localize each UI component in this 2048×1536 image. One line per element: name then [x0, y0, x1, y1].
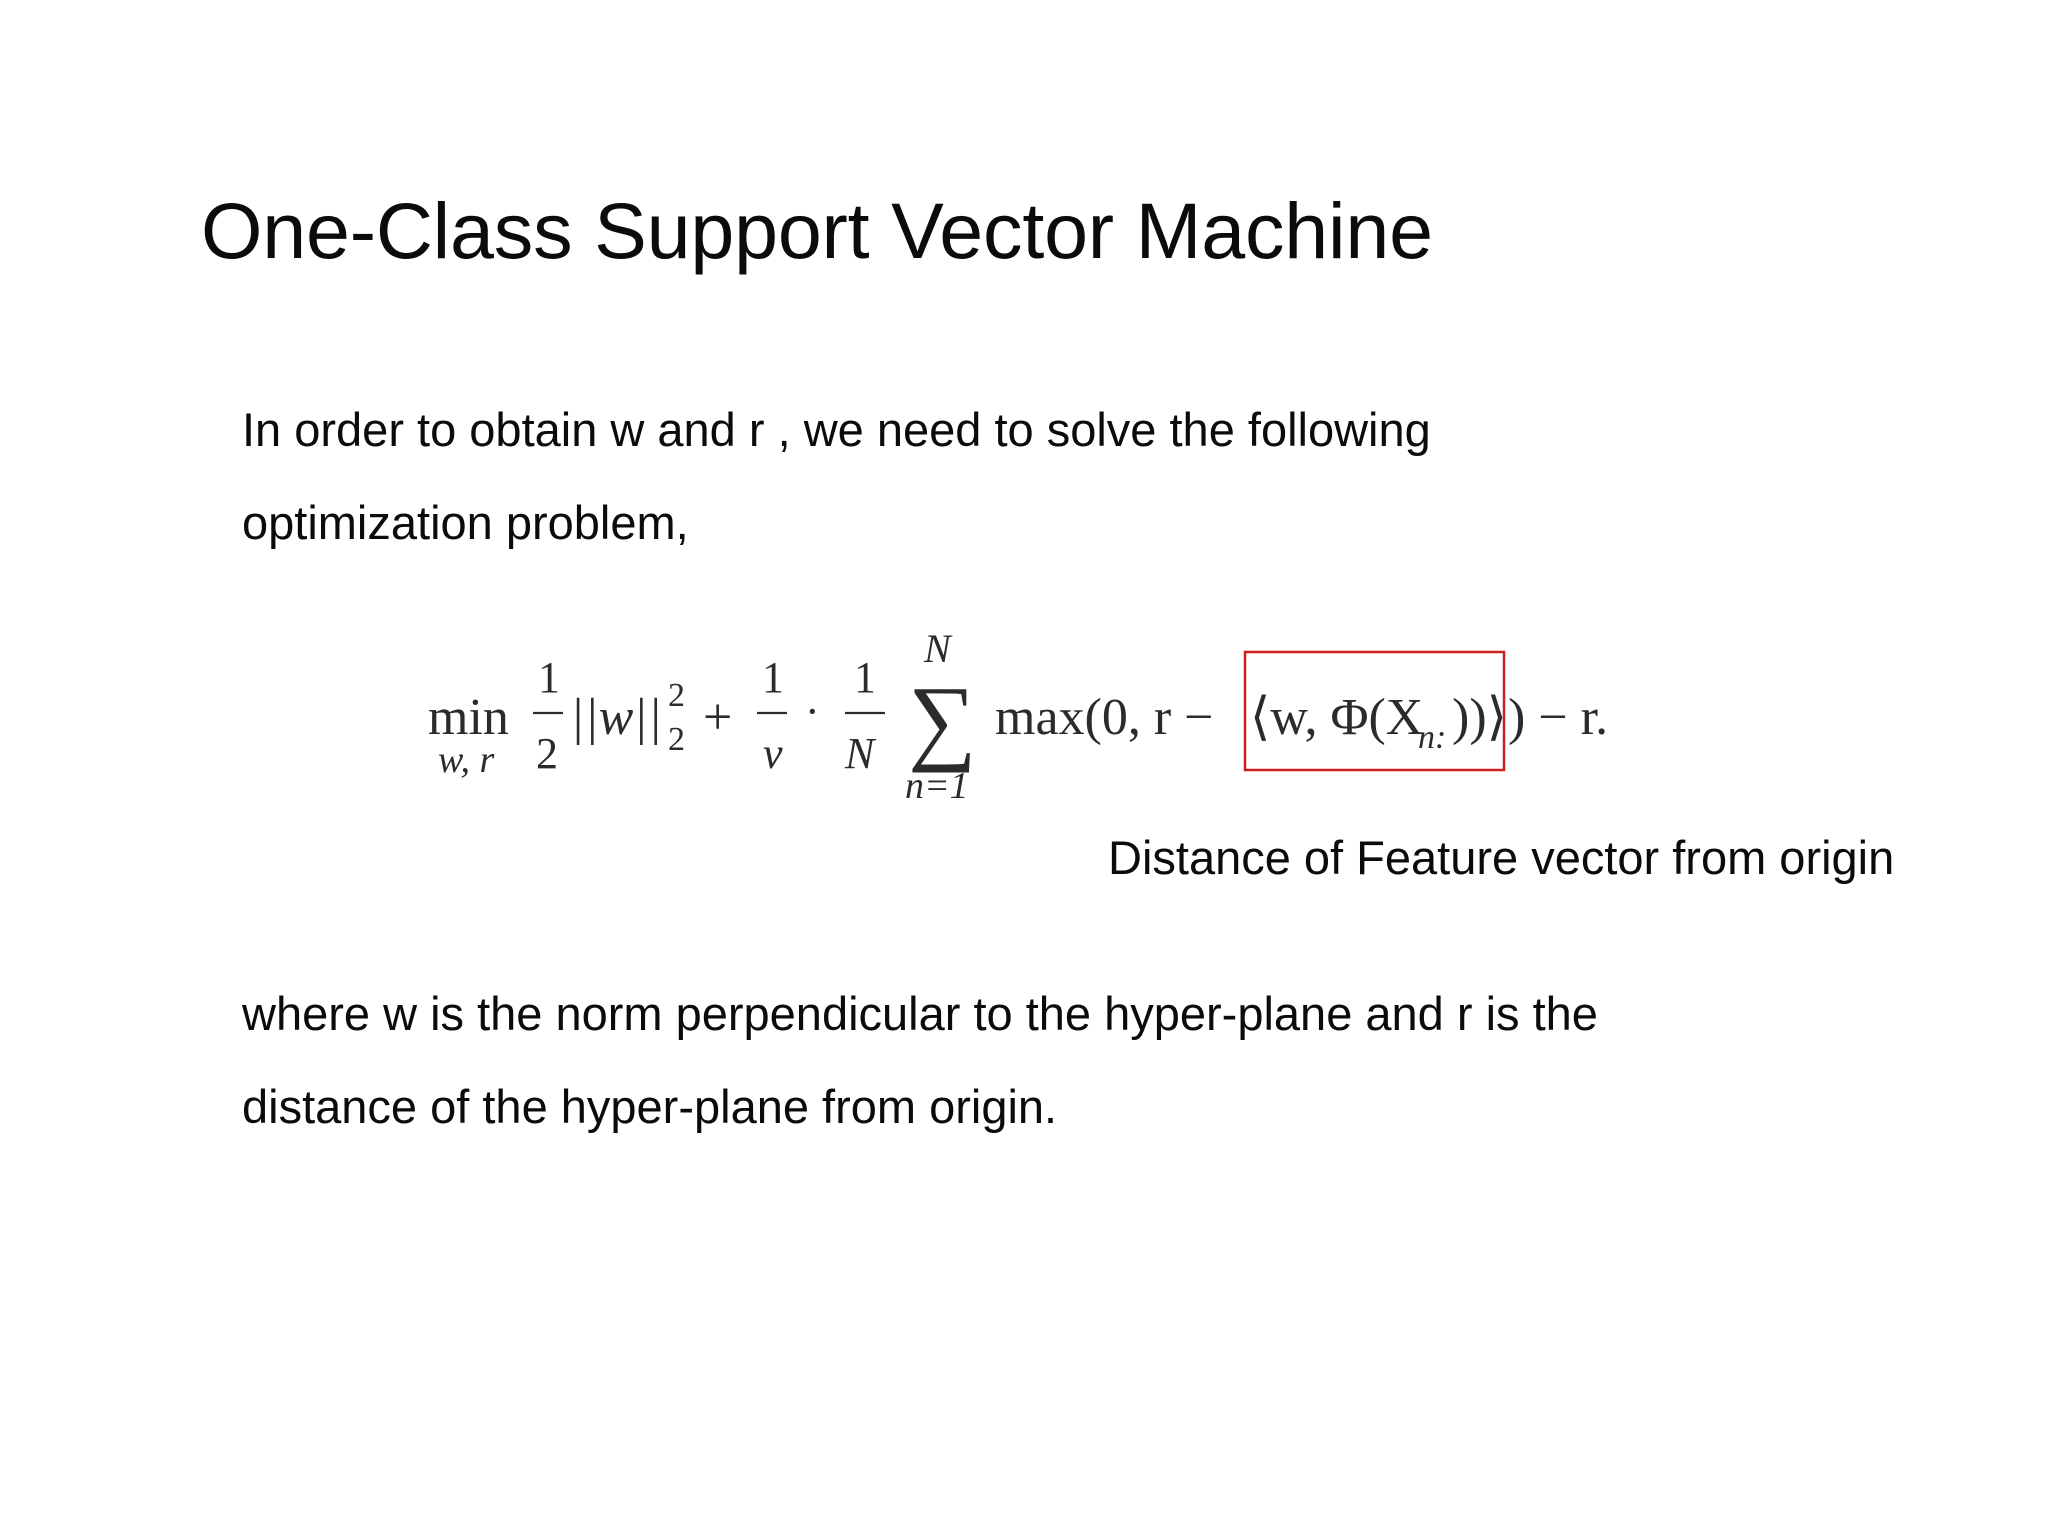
eq-inner-subscript: n: [1418, 719, 1447, 756]
annotation-distance-label: Distance of Feature vector from origin [1108, 831, 1895, 884]
eq-sum-upper: N [924, 626, 951, 671]
eq-min: min [428, 689, 509, 746]
eq-sum-symbol: ∑ [908, 666, 977, 773]
intro-line-2: optimization problem, [242, 496, 689, 549]
eq-min-subscript: w, r [438, 739, 495, 781]
where-paragraph [242, 967, 1598, 1153]
eq-tail: ) − r. [1508, 689, 1609, 746]
eq-norm-w: ||w|| [570, 689, 662, 746]
eq-norm-superscript: 2 [668, 677, 685, 714]
eq-nu-numerator: 1 [762, 653, 784, 702]
highlight-box [1245, 652, 1504, 770]
eq-sum-lower: n=1 [905, 765, 969, 807]
eq-nu-denominator: ν [763, 729, 783, 778]
slide-title: One-Class Support Vector Machine [201, 186, 1433, 275]
eq-half-numerator: 1 [538, 653, 560, 702]
eq-n-denominator: N [845, 729, 875, 778]
where-line-1: where w is the norm perpendicular to the hyper-plane and r is the [242, 987, 1598, 1040]
intro-paragraph [242, 383, 1431, 569]
intro-line-1: In order to obtain w and r , we need to solve the following [242, 403, 1431, 456]
eq-n-numerator: 1 [854, 653, 876, 702]
eq-half-denominator: 2 [536, 729, 558, 778]
eq-inner-close: ))⟩ [1452, 689, 1507, 746]
eq-dot: · [805, 687, 820, 736]
eq-plus: + [703, 689, 733, 746]
where-line-2: distance of the hyper-plane from origin. [242, 1080, 1058, 1133]
eq-max-open: max(0, r − [995, 689, 1214, 746]
eq-norm-subscript: 2 [668, 721, 685, 758]
eq-inner-product: ⟨w, Φ(X [1250, 689, 1424, 746]
